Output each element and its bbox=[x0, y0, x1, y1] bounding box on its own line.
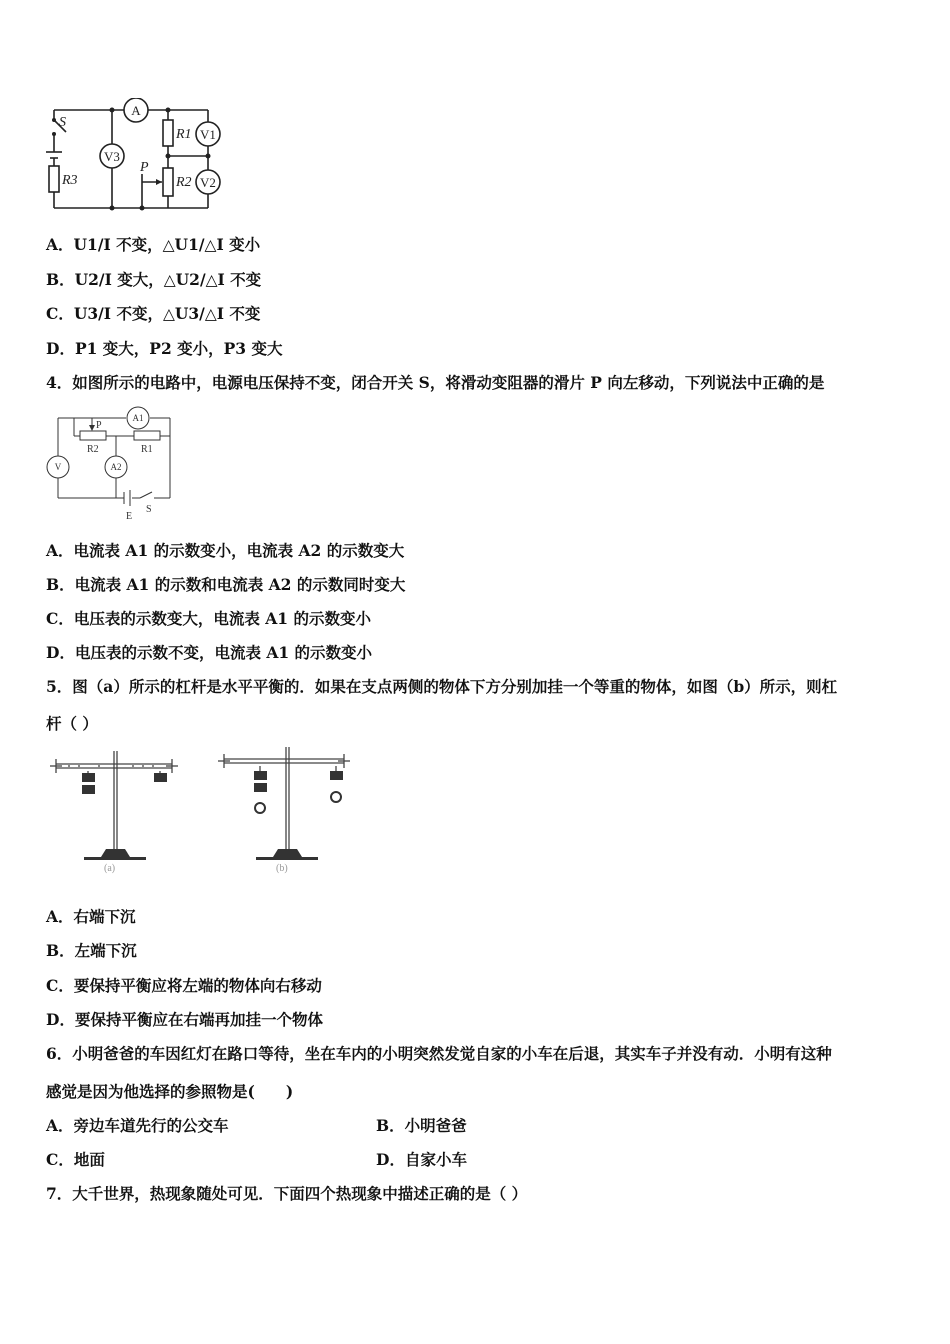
option-text: 电压表的示数变大，电流表 A1 的示数变小 bbox=[73, 609, 371, 628]
v2-label: V2 bbox=[200, 175, 216, 190]
q6-option-d[interactable]: D．自家小车 bbox=[376, 1150, 467, 1169]
q5-option-b[interactable]: B．左端下沉 bbox=[46, 941, 137, 960]
q4-option-d[interactable]: D．电压表的示数不变，电流表 A1 的示数变小 bbox=[46, 643, 373, 662]
figure-a-caption: (a) bbox=[104, 863, 116, 874]
q5-option-a[interactable]: A．右端下沉 bbox=[46, 907, 136, 926]
q4-stem: 4．如图所示的电路中，电源电压保持不变，闭合开关 S，将滑动变阻器的滑片 P 向左移动，下列说法中正确的是 bbox=[46, 373, 825, 392]
q3-option-c[interactable]: C．U3/I 不变，△U3/△I 不变 bbox=[46, 304, 261, 323]
q3-option-b[interactable]: B．U2/I 变大，△U2/△I 不变 bbox=[46, 270, 262, 289]
q4-circuit-diagram bbox=[44, 404, 184, 526]
option-text: 小明爸爸 bbox=[404, 1116, 467, 1135]
r1-label: R1 bbox=[176, 127, 192, 142]
q3-circuit-diagram bbox=[40, 98, 230, 216]
q4-option-b[interactable]: B．电流表 A1 的示数和电流表 A2 的示数同时变大 bbox=[46, 575, 406, 594]
option-text: 右端下沉 bbox=[73, 907, 136, 926]
q4-slider-label: P bbox=[96, 420, 102, 431]
option-text: 旁边车道先行的公交车 bbox=[73, 1116, 229, 1135]
option-text: 地面 bbox=[73, 1150, 105, 1169]
option-text: 电压表的示数不变，电流表 A1 的示数变小 bbox=[74, 643, 373, 662]
q6-stem-line-2: 感觉是因为他选择的参照物是( ) bbox=[46, 1082, 294, 1101]
option-text: 要保持平衡应将左端的物体向右移动 bbox=[73, 976, 322, 995]
q6-option-c[interactable]: C．地面 bbox=[46, 1150, 105, 1169]
q5-stem-line-1: 5．图（a）所示的杠杆是水平平衡的．如果在支点两侧的物体下方分别加挂一个等重的物体，如图（b）所示，则杠 bbox=[46, 677, 838, 696]
q7-stem: 7．大千世界，热现象随处可见．下面四个热现象中描述正确的是（ ） bbox=[46, 1184, 528, 1203]
r2-label: R2 bbox=[176, 175, 192, 190]
slider-label: P bbox=[140, 160, 149, 175]
q4-voltmeter-label: V bbox=[54, 462, 62, 472]
q4-a1-label: A1 bbox=[132, 413, 144, 423]
q4-battery-label: E bbox=[126, 511, 133, 522]
switch-label: S bbox=[59, 115, 66, 130]
v3-label: V3 bbox=[104, 149, 120, 164]
q4-switch-label: S bbox=[146, 504, 152, 515]
q4-option-c[interactable]: C．电压表的示数变大，电流表 A1 的示数变小 bbox=[46, 609, 371, 628]
option-text: U1/I 不变，△U1/△I 变小 bbox=[73, 235, 261, 254]
option-text: 要保持平衡应在右端再加挂一个物体 bbox=[74, 1010, 323, 1029]
q6-option-b[interactable]: B．小明爸爸 bbox=[376, 1116, 467, 1135]
v1-label: V1 bbox=[200, 127, 216, 142]
ammeter-label: A bbox=[131, 103, 141, 118]
option-text: P1 变大，P2 变小，P3 变大 bbox=[74, 339, 283, 358]
q5-option-c[interactable]: C．要保持平衡应将左端的物体向右移动 bbox=[46, 976, 322, 995]
q3-option-d[interactable]: D．P1 变大，P2 变小，P3 变大 bbox=[46, 339, 283, 358]
q4-r1-label: R1 bbox=[141, 444, 153, 455]
option-text: U3/I 不变，△U3/△I 不变 bbox=[73, 304, 261, 323]
option-text: U2/I 变大，△U2/△I 不变 bbox=[74, 270, 262, 289]
option-text: 自家小车 bbox=[404, 1150, 467, 1169]
lever-figure-b bbox=[216, 745, 356, 875]
q4-option-a[interactable]: A．电流表 A1 的示数变小，电流表 A2 的示数变大 bbox=[46, 541, 405, 560]
q6-stem-line-1: 6．小明爸爸的车因红灯在路口等待，坐在车内的小明突然发觉自家的小车在后退，其实车子并没有动．小明有这种 bbox=[46, 1044, 832, 1063]
option-text: 电流表 A1 的示数和电流表 A2 的示数同时变大 bbox=[74, 575, 406, 594]
q3-option-a[interactable]: A．U1/I 不变，△U1/△I 变小 bbox=[46, 235, 261, 254]
q5-option-d[interactable]: D．要保持平衡应在右端再加挂一个物体 bbox=[46, 1010, 323, 1029]
option-text: 电流表 A1 的示数变小，电流表 A2 的示数变大 bbox=[73, 541, 405, 560]
r3-label: R3 bbox=[62, 173, 78, 188]
option-text: 左端下沉 bbox=[74, 941, 137, 960]
q4-a2-label: A2 bbox=[110, 462, 122, 472]
q6-option-a[interactable]: A．旁边车道先行的公交车 bbox=[46, 1116, 229, 1135]
q4-r2-label: R2 bbox=[87, 444, 99, 455]
lever-figure-a bbox=[48, 745, 184, 875]
q5-stem-line-2: 杆（ ） bbox=[46, 714, 98, 733]
figure-b-caption: (b) bbox=[276, 863, 288, 874]
